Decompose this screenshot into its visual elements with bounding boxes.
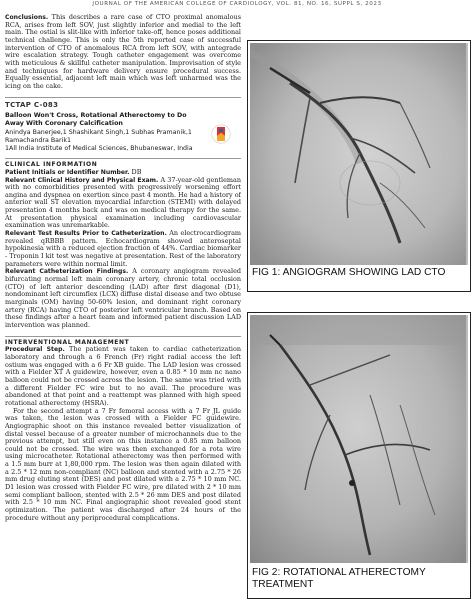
figure-1-caption: FIG 1: ANGIOGRAM SHOWING LAD CTO — [252, 267, 446, 278]
conclusions-text: This describes a rare case of CTO proximal anomalous RCA, arises from left SOV, just slightly inferior and medial to the left main. The ostial is slit-like with inferior take-off, hence poses additional technical challenge. This is only the 5th reported case of successful intervention of CTO of anomalous RCA from left SOV, with antegrade wire escalation strategy. Tough catheter engagement was overcome with meticulous & skillful catheter manipulation. Improvisation of style and techniques for hardware delivery ensure procedural success. Equally essential, adjacent left main which was left unharmed was the icing on the cake. — [5, 14, 241, 90]
conclusions-paragraph — [5, 14, 241, 91]
patient-value: DB — [131, 167, 142, 176]
interventional-heading: INTERVENTIONAL MANAGEMENT — [5, 336, 241, 347]
history-label: Relevant Clinical History and Physical Exam. — [5, 176, 159, 184]
angiogram-2-graphic — [250, 315, 466, 563]
procedural-paragraph — [5, 346, 241, 407]
left-column — [5, 14, 241, 600]
angiogram-1-graphic — [250, 43, 466, 265]
journal-header: JOURNAL OF THE AMERICAN COLLEGE OF CARDIOLOGY, VOL. 81, NO. 16, SUPPL S, 2023 — [92, 1, 382, 7]
tests-text: An electrocardiogram revealed qRBBB pattern. Echocardiogram showed anteroseptal hypokinesia with a reduced ejection fraction of 44%. Cardiac biomarker - Troponin I kit test was negative at presentation. Rest of the laboratory parameters were within normal limit. — [5, 229, 241, 268]
figure-2-atherectomy-image — [250, 315, 468, 563]
figure-1-panel — [247, 40, 471, 292]
cath-label: Relevant Catheterization Findings. — [5, 268, 129, 276]
procedural-label: Procedural Step. — [5, 346, 65, 354]
figure-2-panel — [247, 312, 471, 599]
history-paragraph — [5, 177, 241, 231]
abstract-title: Balloon Won't Cross, Rotational Atherectomy to Do Away With Coronary Calcification — [5, 112, 187, 127]
conclusions-label: Conclusions. — [5, 14, 49, 21]
patient-label: Patient Initials or Identifier Number. — [5, 168, 130, 176]
abstract-authors: Anindya Banerjee,1 Shashikant Singh,1 Subhas Pramanik,1 Ramachandra Barik1 — [5, 129, 192, 144]
abstract-heading-block — [5, 97, 241, 153]
abstract-code: TCTAP C-083 — [5, 100, 59, 109]
procedural-text: The patient was taken to cardiac catheterization laboratory and through a 6 French (Fr) right radial access the left ostium was engaged with a 6 Fr XB guide. The LAD lesion was crossed with a Fielder XT A guidewire, however, even a 0.85 * 10 mm nc nano balloon could not be crossed across the lesion. The same was tried with a different Fielder FC wire but to no avail. The procedure was abandoned at that point and a reattempt was planned with high speed rotational atherectomy (HSRA). — [5, 345, 241, 407]
clinical-heading: CLINICAL INFORMATION — [5, 158, 241, 169]
cath-text: A coronary angiogram revealed bifurcating normal left main coronary artery, chronic total occlusion (CTO) of left anterior descending (LAD) after first diagonal (D1), nondominant left circumflex (LCX) diffuse distal disease and two obtuse marginals (OM) having 50-60% lesion, and dominant right coronary artery (RCA) having CTO of posterior left ventricular branch. Based on these findings after a heart team and informed patient discussion LAD intervention was planned. — [5, 267, 241, 329]
abstract-affiliation: 1All India Institute of Medical Sciences, Bhubaneswar, India — [5, 144, 193, 152]
tests-paragraph — [5, 230, 241, 268]
cath-paragraph — [5, 268, 241, 329]
figure-1-angiogram-image — [250, 43, 468, 265]
figure-2-caption: FIG 2: ROTATIONAL ATHERECTOMY TREATMENT — [252, 567, 426, 590]
second-attempt-paragraph: For the second attempt a 7 Fr femoral access with a 7 Fr JL guide was taken, the lesion was crossed with a Fielder FC guidewire. Angiographic shoot on this instance revealed better visualization of distal vessel because of a greater number of microchannels due to the previous attempt, but still even on this instance a 0.85 mm balloon could not be crossed. The wire was then exchanged for a rota wire using microcatheter. Rotational atherectomy was then performed with a 1.5 mm burr at 1,80,000 rpm. The lesion was then again dilated with a 2.5 * 12 mm non-compliant (NC) balloon and stented with a 2.75 * 26 mm drug eluting stent (DES) and post dilated with a 2.75 * 10 mm NC. D1 lesion was crossed with Fielder FC wire, pre dilated with 2 * 10 mm semi compliant balloon, stented with 2.5 * 26 mm DES and post dilated with 2.5 * 10 mm NC. Final angiographic shoot revealed good stent optimization. The patient was discharged after 24 hours of the procedure without any periprocedural complications. — [5, 406, 241, 522]
crossmark-logo-icon — [211, 124, 231, 144]
tests-label: Relevant Test Results Prior to Catheterization. — [5, 230, 167, 238]
history-text: A 37-year-old gentleman with no comorbidities presented with progressively worsening effort angina and dyspnea on exertion since past 4 month. He had a history of anterior wall ST elevation myocardial infarction (STEMI) with delayed presentation 4 months back and was on medical therapy for the same. At presentation physical examination including cardiovascular examination was unremarkable. — [5, 175, 241, 230]
